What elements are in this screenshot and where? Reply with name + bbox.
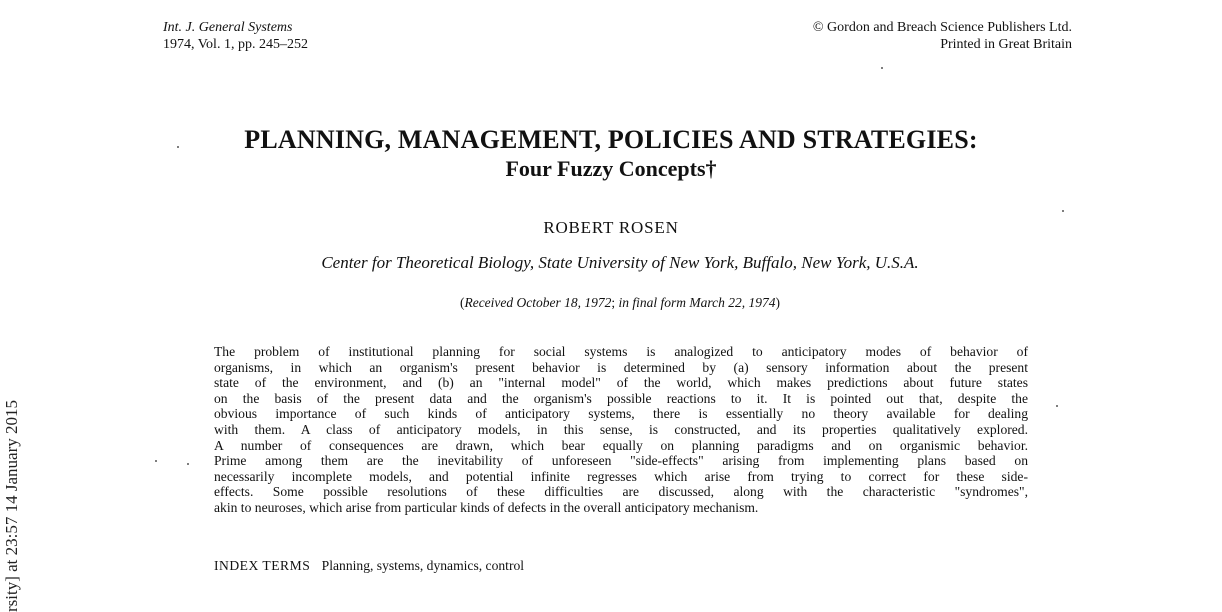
abstract [214, 344, 1028, 516]
download-watermark: rsity] at 23:57 14 January 2015 [2, 400, 21, 612]
journal-header [163, 19, 308, 53]
journal-citation: 1974, Vol. 1, pp. 245–252 [163, 37, 308, 52]
scan-speck [881, 67, 883, 69]
abstract-line: on the basis of the present data and the organism's possible reactions to it. It is pointed out that, despite the [214, 390, 1028, 406]
abstract-line: effects. Some possible resolutions of these difficulties are discussed, along with the characteristic "syndromes", [214, 484, 1028, 500]
paper-subtitle: Four Fuzzy Concepts† [505, 156, 717, 181]
abstract-line: A number of consequences are drawn, which bear equally on planning paradigms and on organismic behavior. [214, 437, 1028, 453]
author-affiliation: Center for Theoretical Biology, State University of New York, Buffalo, New York, U.S.A. [321, 253, 919, 272]
received-separator: ; [611, 295, 619, 310]
abstract-line: The problem of institutional planning for social systems is analogized to anticipatory modes of behavior of [214, 344, 1028, 359]
publisher-header [813, 19, 1072, 53]
final-form-date: in final form March 22, 1974 [618, 295, 776, 310]
received-open: ( [459, 295, 465, 310]
printed-location: Printed in Great Britain [940, 37, 1072, 52]
index-terms [214, 558, 524, 574]
abstract-line: organisms, in which an organism's present behavior is determined by (a) sensory information about the present [214, 359, 1028, 375]
paper-title: PLANNING, MANAGEMENT, POLICIES AND STRATEGIES: [244, 125, 978, 154]
abstract-line: with them. A class of anticipatory models, in this sense, is constructed, and its properties qualitatively explored. [214, 421, 1028, 437]
received-close: ) [775, 295, 781, 310]
abstract-line: obvious importance of such kinds of anticipatory systems, there is essentially no theory available for dealing [214, 406, 1028, 422]
received-date: Received October 18, 1972 [464, 295, 612, 310]
scan-speck [155, 460, 157, 462]
publisher-copyright: © Gordon and Breach Science Publishers Ltd. [812, 20, 1072, 35]
abstract-line: state of the environment, and (b) an "internal model" of the world, which makes predictions about future states [214, 375, 1028, 391]
abstract-line: akin to neuroses, which arise from particular kinds of defects in the overall anticipatory mechanism. [214, 499, 759, 515]
index-terms-value: Planning, systems, dynamics, control [321, 558, 525, 573]
abstract-line: necessarily incomplete models, and potential infinite regresses which arise from trying to correct for these side- [214, 468, 1028, 484]
journal-name: Int. J. General Systems [163, 20, 293, 35]
abstract-line: Prime among them are the inevitability of unforeseen "side-effects" arising from implementing plans based on [214, 453, 1028, 469]
author-name: ROBERT ROSEN [543, 218, 679, 237]
index-terms-label: INDEX TERMS [214, 558, 311, 573]
scan-speck [177, 146, 179, 148]
scan-speck [187, 463, 189, 465]
scan-speck [1062, 210, 1064, 212]
scan-speck [1056, 405, 1058, 407]
received-dates [0, 294, 1222, 311]
